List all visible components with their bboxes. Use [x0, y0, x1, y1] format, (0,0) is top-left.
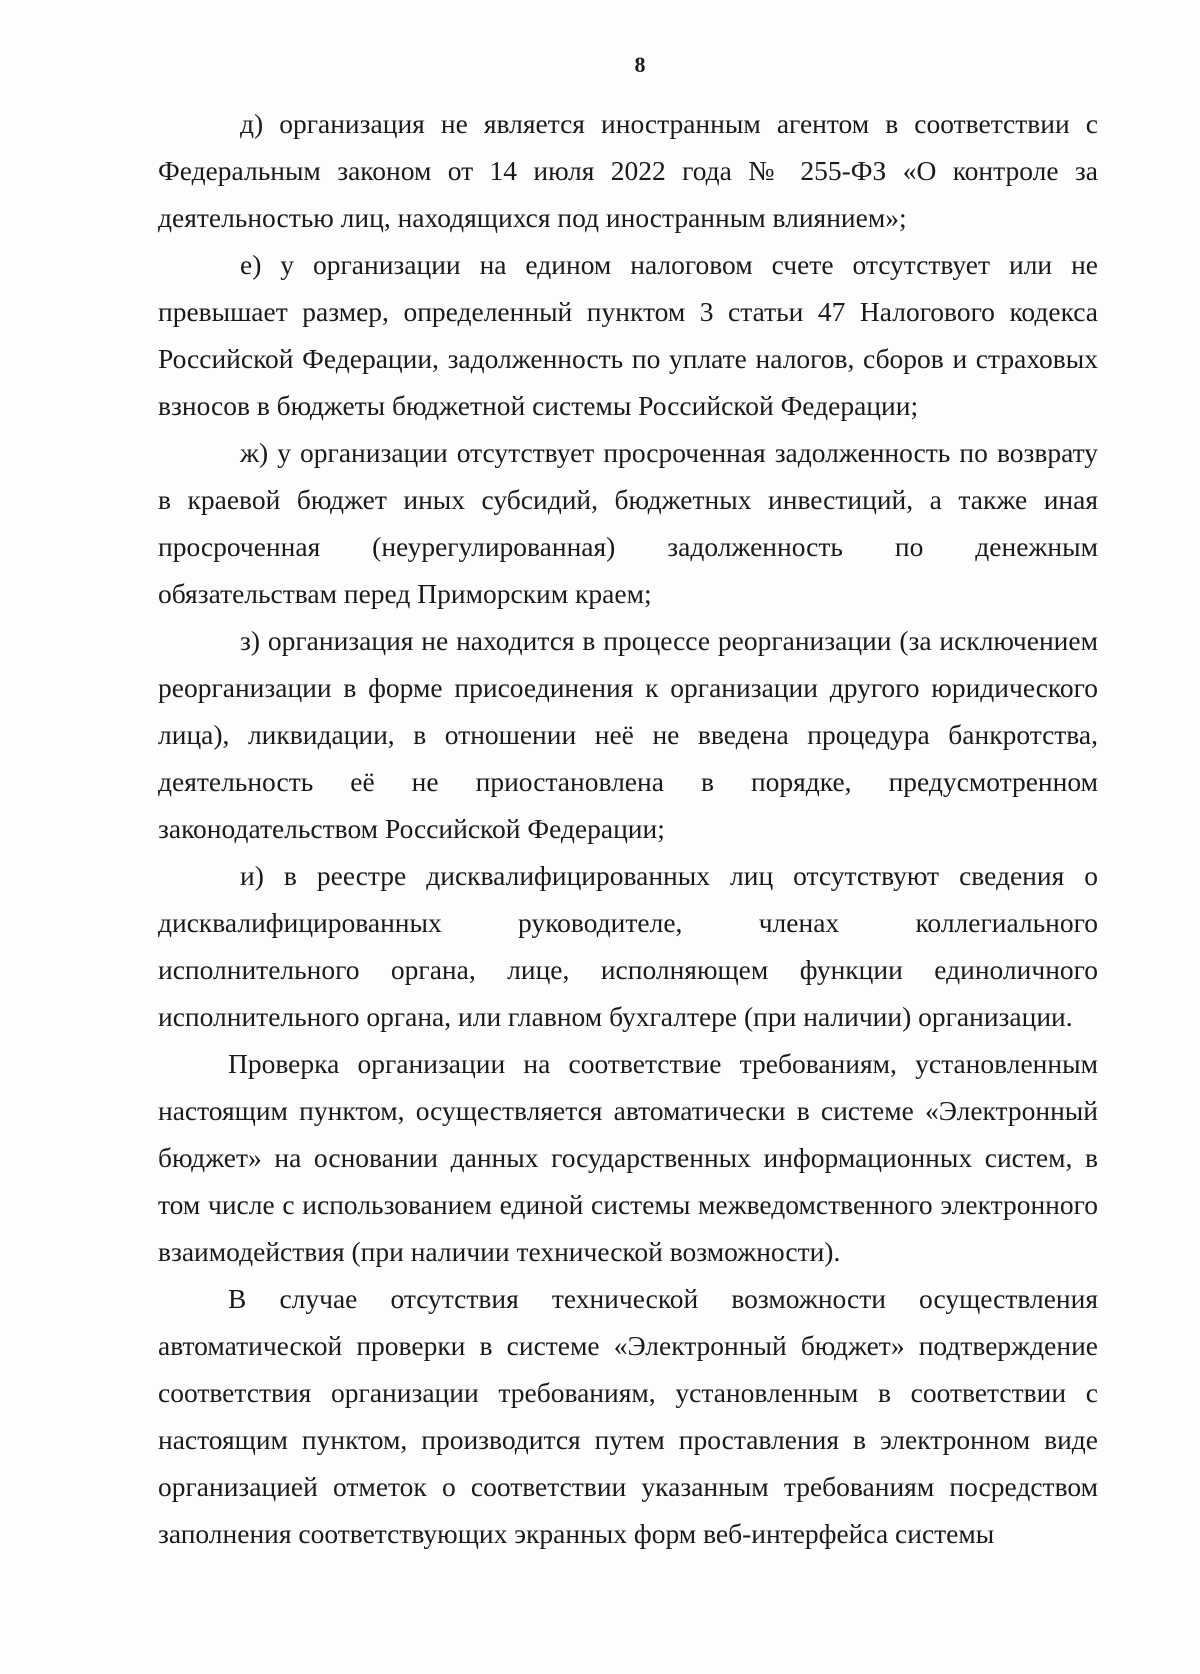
paragraph-manual-confirmation: В случае отсутствия технической возможности осуществления автоматической проверки в системе «Электронный бюджет» подтверждение соответствия организации требованиям, установленным в соответствии с настоящим пунктом, производится путем проставления в электронном виде организацией отметок о соответствии указанным требованиям посредством заполнения соответствующих экранных форм веб-интерфейса системы [158, 1283, 1098, 1549]
page-number: 8 [634, 52, 646, 77]
paragraph-item-i: и) в реестре дисквалифицированных лиц отсутствуют сведения о дисквалифицированных руководителе, членах коллегиального исполнительного органа, лице, исполняющем функции единоличного исполнительного органа, или главном бухгалтере (при наличии) организации. [158, 860, 1098, 1032]
paragraph-verification: Проверка организации на соответствие требованиям, установленным настоящим пунктом, осуществляется автоматически в системе «Электронный бюджет» на основании данных государственных информационных систем, в том числе с использованием единой системы межведомственного электронного взаимодействия (при наличии технической возможности). [158, 1048, 1098, 1267]
paragraph-item-d: д) организация не является иностранным агентом в соответствии с Федеральным законом от 14 июля 2022 года № 255-ФЗ «О контроле за деятельностью лиц, находящихся под иностранным влиянием»; [158, 108, 1098, 233]
document-body [158, 100, 1098, 1557]
paragraph-item-zh: ж) у организации отсутствует просроченная задолженность по возврату в краевой бюджет иных субсидий, бюджетных инвестиций, а также иная просроченная (неурегулированная) задолженность по денежным обязательствам перед Приморским краем; [158, 437, 1098, 609]
paragraph-item-z: з) организация не находится в процессе реорганизации (за исключением реорганизации в форме присоединения к организации другого юридического лица), ликвидации, в отношении неё не введена процедура банкротства, деятельность её не приостановлена в порядке, предусмотренном законодательством Российской Федерации; [158, 625, 1098, 844]
paragraph-item-e: е) у организации на едином налоговом счете отсутствует или не превышает размер, определенный пунктом 3 статьи 47 Налогового кодекса Российской Федерации, задолженность по уплате налогов, сборов и страховых взносов в бюджеты бюджетной системы Российской Федерации; [158, 249, 1098, 421]
